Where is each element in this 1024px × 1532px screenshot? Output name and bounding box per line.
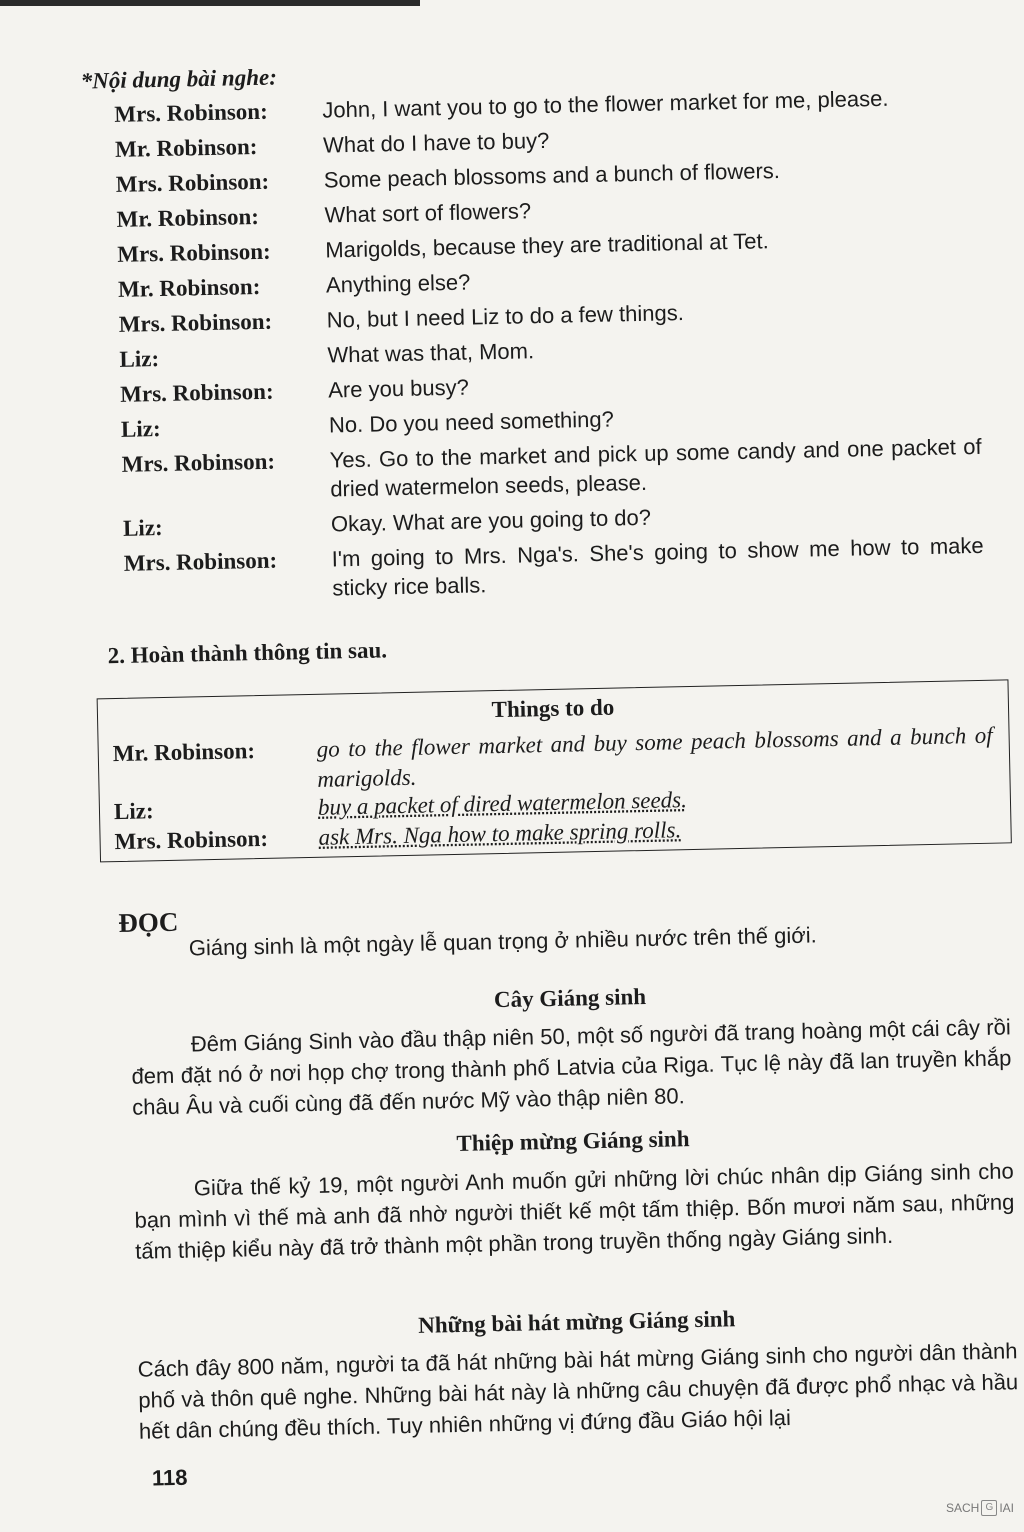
utterance: John, I want you to go to the flower market for me, please. — [322, 85, 889, 123]
utterance: No, but I need Liz to do a few things. — [326, 300, 685, 333]
answer-person: Liz: — [113, 798, 154, 825]
listening-title: *Nội dung bài nghe: — [80, 64, 278, 94]
utterance: No. Do you need something? — [328, 406, 615, 438]
utterance: Some peach blossoms and a bunch of flowers. — [323, 158, 781, 193]
speaker: Mrs. Robinson: — [119, 378, 274, 407]
utterance: I'm going to Mrs. Nga's. She's going to show me how to make sticky rice balls. — [331, 532, 984, 601]
utterance: What was that, Mom. — [327, 338, 535, 368]
answer-person: Mr. Robinson: — [112, 738, 256, 767]
box-title: Things to do — [491, 694, 615, 723]
section-title: Những bài hát mừng Giáng sinh — [417, 1306, 736, 1338]
speaker: Mr. Robinson: — [114, 133, 258, 162]
speaker: Liz: — [119, 346, 160, 372]
answer-person: Mrs. Robinson: — [114, 825, 269, 855]
watermark — [946, 1500, 1014, 1516]
answer-text: buy a packet of dired watermelon seeds. — [317, 787, 688, 820]
watermark-text-right: IAI — [999, 1501, 1014, 1515]
utterance: What do I have to buy? — [322, 127, 550, 158]
dialogue-line — [123, 531, 984, 607]
dialogue — [114, 82, 985, 613]
page-number: 118 — [151, 1464, 188, 1491]
watermark-text-left: SACH — [945, 1501, 980, 1515]
utterance: Are you busy? — [327, 374, 470, 403]
watermark-logo-icon: G — [981, 1500, 997, 1516]
speaker: Mrs. Robinson: — [118, 308, 273, 337]
answer-text: go to the flower market and buy some peach blossoms and a bunch of marigolds. — [316, 722, 993, 792]
dialogue-line — [121, 432, 982, 508]
speaker: Mr. Robinson: — [117, 273, 261, 302]
section-text: Đêm Giáng Sinh vào đầu thập niên 50, một số người đã trang hoàng một cái cây rồi đem đặt nó ở nơi họp chợ trong thành phố Latvia của Riga. Tục lệ này đã lan truyền khắp châu Âu và cuối cùng đã đến nước Mỹ vào thập niên 80. — [131, 1014, 1012, 1120]
utterance: Anything else? — [325, 269, 471, 298]
section-title: Thiệp mừng Giáng sinh — [456, 1126, 690, 1156]
speaker: Liz: — [120, 416, 161, 442]
things-to-do-box — [97, 679, 1012, 862]
utterance: Yes. Go to the market and pick up some candy and one packet of dried watermelon seeds, please. — [329, 433, 982, 502]
exercise-heading: 2. Hoàn thành thông tin sau. — [107, 637, 388, 669]
speaker: Mrs. Robinson: — [115, 168, 270, 197]
reading-intro: Giáng sinh là một ngày lễ quan trọng ở nhiều nước trên thế giới. — [188, 922, 817, 961]
utterance: Marigolds, because they are traditional at Tet. — [325, 228, 769, 263]
utterance: Okay. What are you going to do? — [330, 504, 652, 537]
speaker: Mr. Robinson: — [116, 203, 260, 232]
speaker: Mrs. Robinson: — [114, 98, 268, 127]
speaker: Liz: — [122, 515, 163, 541]
speaker: Mrs. Robinson: — [121, 448, 276, 477]
section-text: Cách đây 800 năm, người ta đã hát những bài hát mừng Giáng sinh cho người dân thành phố và thôn quê nghe. Những bài hát này là những câu chuyện đã được phổ nhạc và hầu hết dân chúng đều thích. Tuy nhiên những vị đứng đầu Giáo hội lại — [137, 1338, 1019, 1444]
utterance: What sort of flowers? — [324, 198, 532, 228]
speaker: Mrs. Robinson: — [117, 238, 271, 267]
answer-text: ask Mrs. Nga how to make spring rolls. — [318, 817, 682, 850]
section-title: Cây Giáng sinh — [493, 983, 647, 1013]
speaker: Mrs. Robinson: — [123, 547, 278, 576]
reading-heading: ĐỌC — [118, 906, 179, 939]
section-text: Giữa thế kỷ 19, một người Anh muốn gửi những lời chúc nhân dịp Giáng sinh cho bạn mình vì thế mà anh đã nhờ người thiết kế một tấm thiệp. Bốn mươi năm sau, những tấm thiệp kiểu này đã trở thành một phần trong truyền thống ngày Giáng sinh. — [134, 1158, 1015, 1264]
